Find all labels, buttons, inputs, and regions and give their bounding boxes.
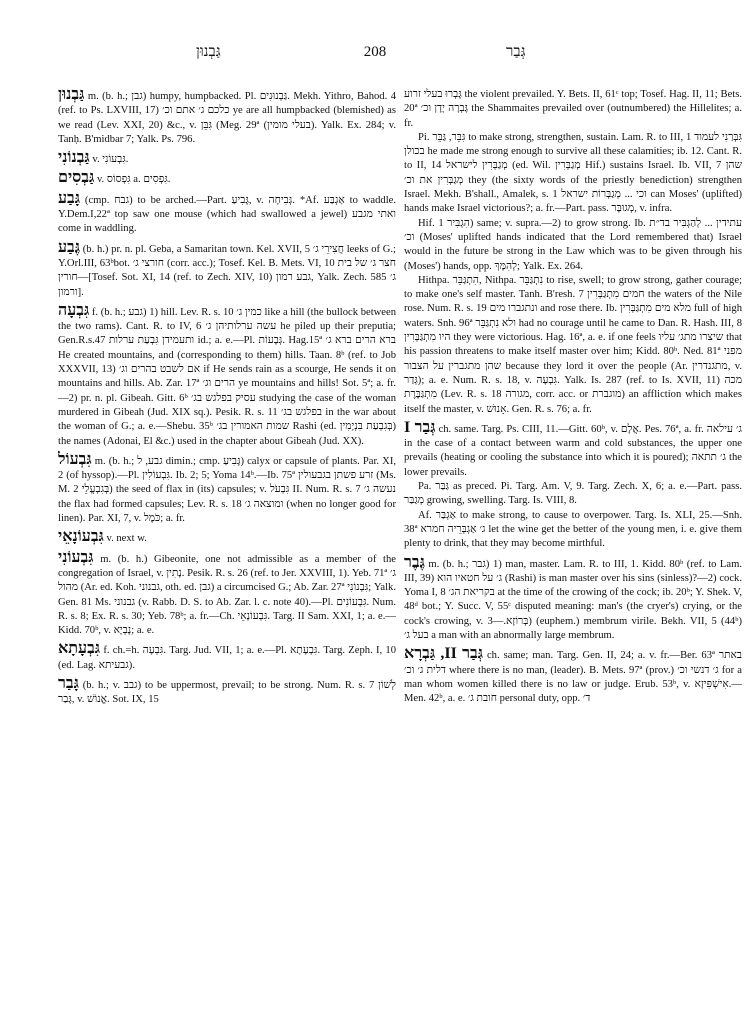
entry-text: m. (b. h.; גבר) 1) man, master. Lam. R. to III, 1. Kidd. 80ᵇ (ref. to Lam. III, 39) ג׳ על חטאיו הוא (Rashi) is man master over his sins (sinless)?—2) cock. Yoma I, 8 בקריאת הג׳ at the time of the crowing of the cock; ib. 20ᵇ; Y. Shek. V, 48ᵈ bot.; Y. Succ. V, 55ᶜ disputed meaning: man's (the cryer's) crying, or the cock's crowing, v. בְּרוֹזָא.—3) (euphem.) membrum virile. Bekh. VII, 5 (44ᵇ) בעל ג׳ a man with an abnormally large membrum. bbox=[404, 558, 742, 641]
dictionary-entry bbox=[58, 171, 396, 187]
dictionary-entry bbox=[58, 238, 396, 300]
entry-text: f. (b. h.; גבע) 1) hill. Lev. R. s. 10 כמין ג׳ like a hill (the bullock between the two rams). Cant. R. to IV, 6 עשה ערלותיהן ג׳ he piled up their preputia; Gen.R.s.47 ותעמידן גִּבְעַת ערלות id.; a. e.—Pl. גְּבָעוֹת. Hag.15ª ברא הרים ברא ג׳ He created mountains, and (corresponding to them) hills. Taan. 8ᵇ (ref. to Job XXXVII, 13) אם לשבט בהרים וג׳ if He sends rain as a scourge, He sends it on mountains and hills. Ab. Zar. 17ª הרים וג׳ ye mountains and hills! Sot. 5ª; a. fr.—2) pr. n. pl. Gibeah. Gitt. 6ᵇ עסיק בפלגש בג׳ studying the case of the woman murdered in Gibeah (Jud. XIX sq.). Pesik. R. s. 11 בפלגש בג׳ in the war about the woman of G.; a. e.—Shebu. 35ᵇ שמות האמורין בג׳ Rashi (ed. בְּגִבְעַת בִּנְיָמִין) the names (Adonai, El &c.) used in the chapter about Gibeah (Jud. XX). bbox=[58, 306, 396, 447]
entry-paragraph bbox=[58, 189, 396, 237]
entry-headword: גַּבְנוּן bbox=[58, 88, 85, 103]
page-number: 208 bbox=[363, 44, 387, 60]
entry-paragraph bbox=[58, 151, 396, 167]
dictionary-entry bbox=[58, 189, 396, 237]
entry-text: Hithpa. הִתְגַּבֵּר, Nithpa. נִתְגַּבֵּר to rise, swell; to grow strong, gather courage; to make one's self master. Tanh. B'resh. 7 חמים מִתְגַּבְּרִין the waters of the Nile rose. Num. R. s. 19 ונתגברו מים and rose there. Ib. מלא מים מִתְגַּבְּרִין full of high waters. Snh. 96ª ולא נִתְגַּבֵּר had no courage until he came to Dan. R. Hash. III, 8 היו מִתְגַּבְּרִין they were victorious. Hag. 16ª, a. e. if one feels שיצרו מתג׳ עליו that his passion threatens to make itself master over him; Kidd. 80ᵇ. Ned. 81ª מפני שהן מתגברין על הצבור because they lord it over the people (Ar. מתגנדרין, v. גְּדַר); a. e. Num. R. s. 18, v. גִּבְעָה. Yalk. Is. 287 (ref. to Is. XVII, 11) מכה מִתְגַּבֶּרֶת (Lev. R. s. 18 מגורה, corr. acc. or מוגברת) an affliction which makes itself the master, v. אָנוּשׁ. Gen. R. s. 76; a. fr. bbox=[404, 274, 742, 415]
entry-headword: גִּבְעָתָא bbox=[58, 640, 101, 658]
entry-text: v. next w. bbox=[106, 533, 147, 545]
entry-paragraph bbox=[58, 530, 396, 546]
entry-text: Af. אַגְבַּר to make strong, to cause to overpower. Targ. Is. XLI, 25.—Snh. 38ª ג׳ אַגְבְּרֵיה חמרא let the wine get the better of the young men, i. e. give them plenty to drink, that they may become mirthful. bbox=[404, 509, 742, 550]
entry-paragraph bbox=[404, 131, 742, 217]
entry-headword: גָּבַע bbox=[58, 189, 81, 207]
dictionary-entry bbox=[58, 674, 396, 708]
entry-paragraph bbox=[404, 418, 742, 480]
dictionary-entry bbox=[404, 88, 742, 417]
entry-paragraph bbox=[404, 217, 742, 274]
entry-paragraph bbox=[58, 301, 396, 449]
entry-text: v. גִּפְסוֹס a. גִּפְסִים. bbox=[96, 174, 171, 186]
entry-headword: גָּבַר bbox=[58, 674, 79, 692]
entry-text: (b. h.) pr. n. pl. Geba, a Samaritan town. Kel. XVII, 5 חֲצִירֵי ג׳ leeks of G.; Y.Orl.III, 63ᵇbot. חורצי ג׳ (corr. acc.); Tosef. Kel. B. Mets. VI, 10 חצר ג׳ של בית חורין—[Tosef. Sot. XI, 14 (ref. to Zech. XIV, 10) גבע רמון, Yalk. Zech. 585 ג׳ ורמון]. bbox=[58, 243, 396, 298]
entry-text: f. ch.=h. גִּבְעָה. Targ. Jud. VII, 1; a. e.—Pl. גִּבְעָתָא. Targ. Zeph. I, 10 (ed. Lag. גבעיתא). bbox=[58, 645, 396, 671]
entry-headword: גֶּבֶר bbox=[404, 553, 425, 571]
dictionary-entry bbox=[58, 450, 396, 526]
entry-paragraph bbox=[58, 238, 396, 300]
right-column bbox=[404, 88, 742, 1004]
entry-headword: גַּבְנוֹנִי bbox=[58, 149, 90, 167]
entry-text: ch. same. Targ. Ps. CIII, 11.—Gitt. 60ᵇ, v. אֲלָם. Pes. 76ª, a. fr. ג׳ עילאה in the case of a contact between warm and cold substances, the upper one prevails (heating or cooling the substance into which it is poured); ג׳ תתאה the lower prevails. bbox=[404, 423, 742, 478]
entry-paragraph bbox=[404, 553, 742, 644]
dictionary-entry bbox=[404, 647, 742, 706]
entry-text: Pa. גַּבַּר as preced. Pi. Targ. Am. V, 9. Targ. Zech. X, 6; a. e.—Part. pass. מְגַבַּר growing, swelling. Targ. Is. VIII, 8. bbox=[404, 481, 742, 507]
dictionary-entry bbox=[58, 301, 396, 449]
entry-paragraph bbox=[58, 674, 396, 708]
dictionary-entry bbox=[58, 88, 396, 147]
entry-headword: גִּבְעָה bbox=[58, 301, 90, 319]
entry-paragraph bbox=[58, 548, 396, 639]
entry-paragraph bbox=[404, 647, 742, 706]
entry-text: m. (b. h.; גבע, ל dimin.; cmp. גָּבִיעַ) calyx or capsule of plants. Par. XI, 2 (of hyssop).—Pl. גִּבְעוֹלִין. Ib. 2; 5; Yoma 14ᵇ.—Ib. 75ª זרע פשתן בגבעולין (Ms. M. 2 בְּגִבְעֳלֵי) the seed of flax in (its) capsules; v. גִּבְעֹל II. Num. R. s. 7 נעשה ג׳ the flax had formed capsules; Lev. R. s. 18 ומוצאה ג׳ (when no longer good for linen). Par. XI, 7, v. כֹּמֶל; a. fr. bbox=[58, 455, 396, 525]
entry-text: (b. h.; v. גבב) to be uppermost, prevail; to be strong. Num. R. s. 7 לְשׁוֹן גָּבַר, v. אֱנוֹשׁ. Sot. IX, 15 bbox=[58, 679, 396, 706]
entry-headword: גִּבְעוֹנָאֵי bbox=[58, 528, 104, 546]
entry-paragraph bbox=[58, 88, 396, 147]
entry-headword: גִּבְעוֹנִי bbox=[58, 548, 94, 566]
entry-text: Hif. הִגְבִּיר 1) same; v. supra.—2) to grow strong. Ib. עתידין ... לְהַגְבִּיר בד״ת וכ׳ (Moses' uplifted hands indicated that the Lord remembered that) Israel would in the future be strong in the Law which was to be given through his (Moses') hands, opp. לְהִמָּךְ; Yalk. Ex. 264. bbox=[404, 217, 742, 272]
entry-paragraph bbox=[404, 88, 742, 131]
dictionary-entry bbox=[404, 418, 742, 552]
entry-paragraph bbox=[404, 509, 742, 552]
left-column bbox=[58, 88, 396, 1004]
entry-text: Pi. גִּבֵּר, גַּבֵּר to make strong, strengthen, sustain. Lam. R. to III, 1 גִּבְּרַנִי לעמוד בכולן he made me strong enough to survive all these calamities; ib. 12. Cant. R. to II, 14 מְגַבְּרִין לישראל (ed. Wil. מְגַבְּרִין Hif.) sustains Israel. Ib. VII, 7 שהן מְגַבְּרִין את וכ׳ they (the sixty words of the priestly benediction) strengthen Israel. Mekh. B'shall., Amalek, s. 1 וכי ... מְגַבְּרוֹת ישראל can Moses' (uplifted) hands make Israel victorious?; a. fr.—Part. pass. מְגוּבָּר, v. infra. bbox=[404, 131, 742, 215]
entry-headword: גְּבַר II, גַּבְרָא bbox=[404, 645, 484, 663]
dictionary-entry bbox=[58, 530, 396, 546]
dictionary-entry bbox=[404, 553, 742, 644]
running-head-right: גְּבַר bbox=[506, 44, 526, 60]
entry-headword: גַּבְסִים bbox=[58, 169, 95, 187]
entry-paragraph bbox=[404, 274, 742, 417]
entry-paragraph bbox=[404, 480, 742, 509]
entry-text: m. (b. h.; גבן) humpy, humpbacked. Pl. גַּבְנוּנִים. Mekh. Yithro, Bahod. 4 (ref. to Ps. LXVIII, 17) כלכם ג׳ אתם וכ׳ ye are all humpbacked (blemished) as we read (Lev. XXI, 20) &c., v. גִּבֵּן (Meg. 29ª (בעלי מומין). Yalk. Ex. 284; v. Tanḥ. B'midbar 7; Yalk. Ps. 796. bbox=[58, 91, 396, 145]
entry-paragraph bbox=[58, 171, 396, 187]
entry-headword: גִּבְעוֹל bbox=[58, 450, 92, 468]
entry-text: גָּבְרוּ בעלי זרוע the violent prevailed. Y. Bets. II, 61ᶜ top; Tosef. Hag. II, 11; Bets. 20ª גָּבְרָה יָדָן וכ׳ the Shammaites prevailed over (outnumbered) the Hillelites; a. fr. bbox=[404, 89, 742, 129]
entry-headword: גֶּבַע bbox=[58, 238, 81, 256]
dictionary-entry bbox=[58, 548, 396, 639]
entry-text: v. גִּבְעוֹנִי. bbox=[92, 154, 129, 166]
dictionary-entry bbox=[58, 642, 396, 673]
entry-paragraph bbox=[58, 450, 396, 526]
dictionary-entry bbox=[58, 151, 396, 167]
running-head-left: גַּבְנוּן bbox=[196, 44, 221, 60]
entry-paragraph bbox=[58, 642, 396, 673]
entry-text: m. (b. h.) Gibeonite, one not admissible as a member of the congregation of Israel, v. נָתִין. Pesik. R. s. 26 (ref. to Jer. XXVIII, 1). Yeb. 71ª ג׳ מהול (Ar. ed. Koh. גבנוני, oth. ed. גבן) a circumcised G.; Ab. Zar. 27ª גִּבְנוֹנִי; Yalk. Gen. 81 Ms. גבנוני (v. Rabb. D. S. to Ab. Zar. l. c. note 40).—Pl. גִּבְעוֹנִים. Num. R. s. 8; Ex. R. s. 30; Yeb. 78ᵇ; a. fr.—Ch. גִּבְעוֹנָאֵי. Targ. II Sam. XXI, 1; a. e.—Kidd. 70ᵇ, v. נָבְיָא; a. e. bbox=[58, 553, 396, 637]
entry-text: (cmp. גבח) to be arched.—Part. גָּבִיעַ, v. גְּבִיחָה. *Af. אַגְבַּע to waddle. Y.Dem.I,22ª top saw one mouse (which had swallowed a jewel) ואתי מגבע come in waddling. bbox=[58, 194, 396, 235]
entry-headword: גְּבַר I bbox=[404, 418, 436, 436]
entry-text: ch. same; man. Targ. Gen. II, 24; a. v. fr.—Ber. 63ª באתר דלית ג׳ וכ׳ where there is no man, (leader). B. Mets. 97ª (prov.) ג׳ דנשי וכ׳ for a man whom women killed there is no law or judge. Erub. 53ᵇ, v. אִישְׁפִּיזָא.—Men. 42ᵇ, a. e. חובת ג׳ personal duty, opp. ד׳ bbox=[404, 650, 742, 705]
